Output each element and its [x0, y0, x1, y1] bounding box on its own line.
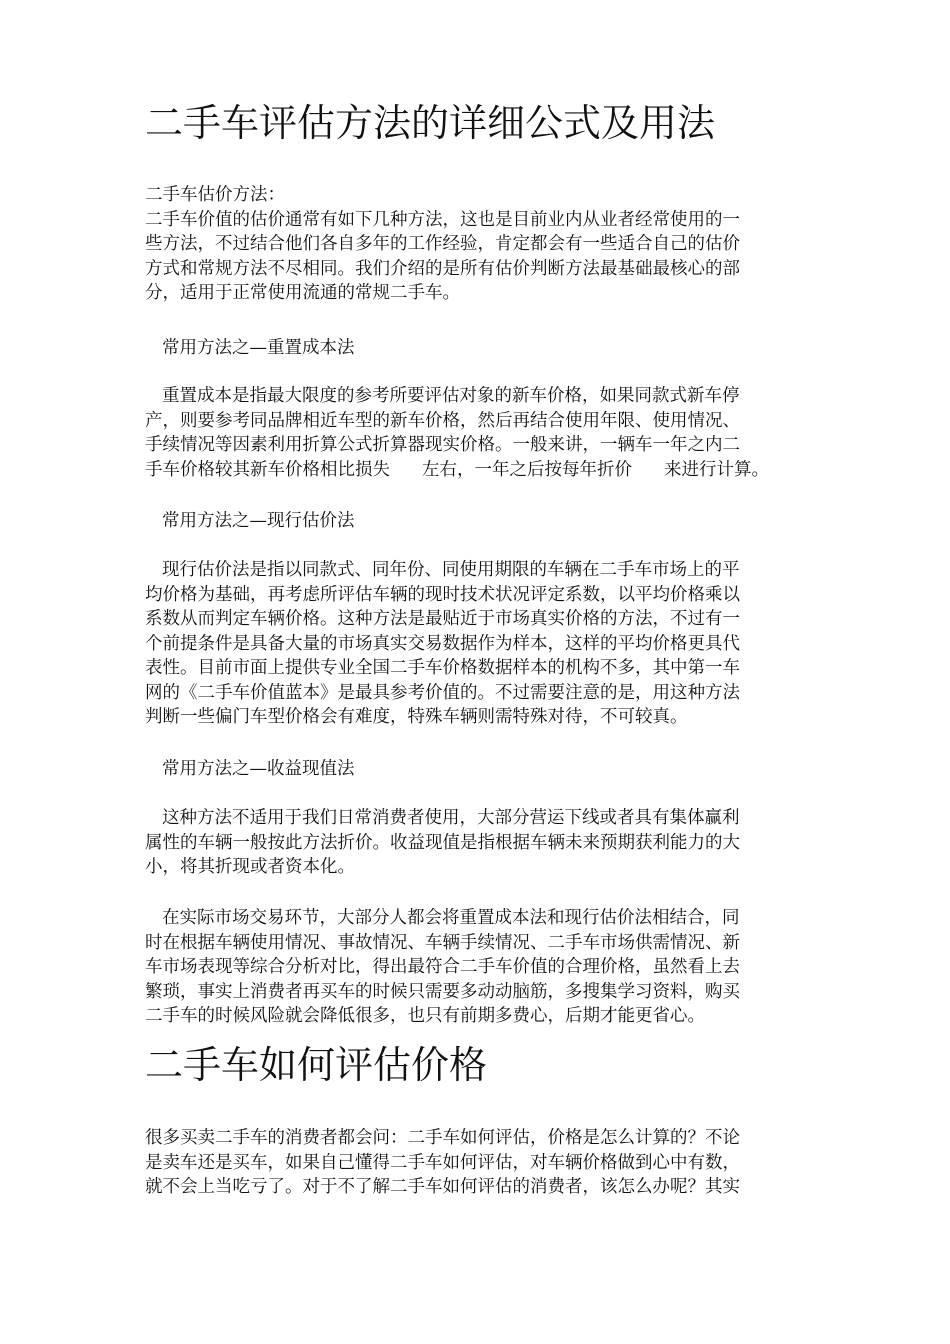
method2-line: 网的《二手车价值蓝本》是最具参考价值的。不过需要注意的是，用这种方法: [145, 682, 740, 703]
conclusion-line: 繁琐，事实上消费者再买车的时候只需要多动动脑筋，多搜集学习资料，购买: [145, 981, 740, 1002]
method1-line: 重置成本是指最大限度的参考所要评估对象的新车价格，如果同款式新车停: [162, 386, 740, 406]
section2-line: 很多买卖二手车的消费者都会问：二手车如何评估，价格是怎么计算的？不论: [145, 1128, 740, 1148]
intro-line: 方式和常规方法不尽相同。我们介绍的是所有估价判断方法最基础最核心的部: [145, 258, 740, 279]
method1-paragraph: [145, 384, 810, 482]
method1-part: 来进行计算。: [664, 459, 769, 480]
method3-line: 属性的车辆一般按此方法折价。收益现值是指根据车辆未来预期获利能力的大: [145, 832, 740, 853]
section2-title: 二手车如何评估价格: [145, 1043, 488, 1087]
section2-line: 是卖车还是买车，如果自己懂得二手车如何评估，对车辆价格做到心中有数，: [145, 1152, 740, 1173]
method1-part: 手车价格较其新车价格相比损失: [145, 459, 390, 480]
conclusion-line: 二手车的时候风险就会降低很多，也只有前期多费心，后期才能更省心。: [145, 1006, 705, 1026]
method3-heading-block: [145, 757, 810, 782]
method2-line: 现行估价法是指以同款式、同年份、同使用期限的车辆在二手车市场上的平: [162, 560, 740, 580]
conclusion-paragraph: [145, 906, 810, 1029]
conclusion-line: 车市场表现等综合分析对比，得出最符合二手车价值的合理价格，虽然看上去: [145, 957, 740, 977]
intro-line: 二手车价值的估价通常有如下几种方法，这也是目前业内从业者经常使用的一: [145, 209, 740, 230]
method1-heading: 常用方法之—重置成本法: [162, 338, 355, 358]
method2-line: 表性。目前市面上提供专业全国二手车价格数据样本的机构不多，其中第一车: [145, 658, 740, 678]
method2-paragraph: [145, 558, 810, 730]
method2-line: 个前提条件是具备大量的市场真实交易数据作为样本，这样的平均价格更具代: [145, 633, 740, 654]
method3-line: 小，将其折现或者资本化。: [145, 857, 355, 877]
method2-line: 系数从而判定车辆价格。这种方法是最贴近于市场真实价格的方法，不过有一: [145, 609, 740, 629]
intro-line: 些方法，不过结合他们各自多年的工作经验，肯定都会有一些适合自己的估价: [145, 234, 740, 254]
intro-heading: 二手车估价方法：: [145, 185, 285, 205]
method3-paragraph: [145, 806, 810, 880]
intro-line: 分，适用于正常使用流通的常规二手车。: [145, 283, 460, 303]
method1-line: 手续情况等因素利用折算公式折算器现实价格。一般来讲，一辆车一年之内二: [145, 435, 740, 455]
method2-line: 判断一些偏门车型价格会有难度，特殊车辆则需特殊对待，不可较真。: [145, 707, 688, 727]
method1-line: 产，则要参考同品牌相近车型的新车价格，然后再结合使用年限、使用情况、: [145, 410, 740, 431]
method2-heading-block: [145, 509, 810, 534]
section2-line: 就不会上当吃亏了。对于不了解二手车如何评估的消费者，该怎么办呢？其实: [145, 1177, 740, 1197]
method2-heading: 常用方法之—现行估价法: [162, 511, 355, 531]
method1-part: 左右，一年之后按每年折价: [422, 459, 632, 480]
conclusion-line: 时在根据车辆使用情况、事故情况、车辆手续情况、二手车市场供需情况、新: [145, 932, 740, 953]
intro-section: [145, 183, 810, 306]
conclusion-line: 在实际市场交易环节，大部分人都会将重置成本法和现行估价法相结合，同: [162, 908, 740, 928]
method3-line: 这种方法不适用于我们日常消费者使用，大部分营运下线或者具有集体赢利: [162, 808, 740, 828]
section2-paragraph: [145, 1126, 810, 1200]
method3-heading: 常用方法之—收益现值法: [162, 759, 355, 779]
method1-last-line: [145, 458, 810, 483]
method1-heading-block: [145, 336, 810, 361]
method2-line: 均价格为基础，再考虑所评估车辆的现时技术状况评定系数，以平均价格乘以: [145, 584, 740, 605]
document-title: 二手车评估方法的详细公式及用法: [145, 101, 716, 145]
